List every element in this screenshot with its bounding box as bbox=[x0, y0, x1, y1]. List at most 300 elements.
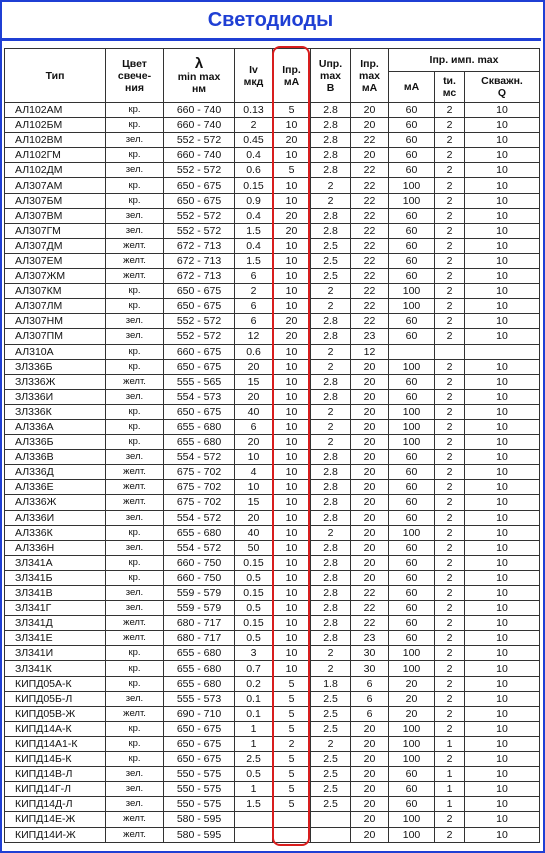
ipr-max-cell: 20 bbox=[351, 555, 389, 570]
pulse-current-cell bbox=[389, 344, 435, 359]
table-row bbox=[5, 767, 540, 782]
pulse-current-cell: 100 bbox=[389, 419, 435, 434]
pulse-duration-cell: 2 bbox=[435, 404, 465, 419]
iv-cell: 1 bbox=[235, 721, 273, 736]
type-cell: АЛ102ДМ bbox=[5, 163, 106, 178]
ipr-cell: 10 bbox=[273, 555, 311, 570]
pulse-current-cell: 60 bbox=[389, 767, 435, 782]
pulse-duration-cell: 2 bbox=[435, 601, 465, 616]
upr-max-cell: 2.8 bbox=[311, 601, 351, 616]
pulse-current-cell: 60 bbox=[389, 329, 435, 344]
ipr-max-cell: 22 bbox=[351, 314, 389, 329]
upr-max-cell: 2.8 bbox=[311, 389, 351, 404]
ipr-cell: 20 bbox=[273, 223, 311, 238]
upr-max-cell: 2.5 bbox=[311, 721, 351, 736]
iv-cell: 1.5 bbox=[235, 223, 273, 238]
duty-cycle-cell: 10 bbox=[465, 314, 540, 329]
header-iv: Iv мкд bbox=[235, 49, 273, 103]
duty-cycle-cell: 10 bbox=[465, 616, 540, 631]
color-cell: кр. bbox=[106, 646, 164, 661]
iv-cell: 0.4 bbox=[235, 148, 273, 163]
ipr-cell: 20 bbox=[273, 314, 311, 329]
ipr-max-cell: 23 bbox=[351, 631, 389, 646]
iv-cell: 6 bbox=[235, 314, 273, 329]
duty-cycle-cell: 10 bbox=[465, 525, 540, 540]
type-cell: КИПД05Б-Л bbox=[5, 691, 106, 706]
wavelength-cell: 655 - 680 bbox=[164, 676, 235, 691]
upr-max-cell: 2 bbox=[311, 344, 351, 359]
duty-cycle-cell: 10 bbox=[465, 586, 540, 601]
iv-cell: 0.15 bbox=[235, 586, 273, 601]
ipr-max-cell: 20 bbox=[351, 359, 389, 374]
wavelength-cell: 650 - 675 bbox=[164, 752, 235, 767]
upr-max-cell: 2.8 bbox=[311, 570, 351, 585]
duty-cycle-cell: 10 bbox=[465, 329, 540, 344]
color-cell: кр. bbox=[106, 118, 164, 133]
ipr-max-cell: 30 bbox=[351, 646, 389, 661]
header-ipr: Iпр. мА bbox=[273, 49, 311, 103]
lambda-symbol: λ bbox=[194, 54, 204, 72]
wavelength-cell: 655 - 680 bbox=[164, 661, 235, 676]
upr-max-cell: 2 bbox=[311, 646, 351, 661]
table-row bbox=[5, 299, 540, 314]
ipr-cell: 20 bbox=[273, 133, 311, 148]
ipr-cell: 5 bbox=[273, 163, 311, 178]
upr-max-cell: 2.5 bbox=[311, 269, 351, 284]
pulse-duration-cell: 2 bbox=[435, 103, 465, 118]
ipr-cell: 10 bbox=[273, 540, 311, 555]
duty-cycle-cell: 10 bbox=[465, 706, 540, 721]
duty-cycle-cell: 10 bbox=[465, 661, 540, 676]
iv-cell bbox=[235, 812, 273, 827]
pulse-current-cell: 60 bbox=[389, 163, 435, 178]
pulse-duration-cell: 2 bbox=[435, 223, 465, 238]
wavelength-cell: 554 - 572 bbox=[164, 540, 235, 555]
ipr-cell: 10 bbox=[273, 389, 311, 404]
pulse-duration-cell: 2 bbox=[435, 661, 465, 676]
duty-cycle-cell: 10 bbox=[465, 691, 540, 706]
type-cell: ЗЛ341Д bbox=[5, 616, 106, 631]
upr-max-cell: 2 bbox=[311, 419, 351, 434]
wavelength-cell: 552 - 572 bbox=[164, 223, 235, 238]
upr-max-cell: 2.8 bbox=[311, 631, 351, 646]
table-row bbox=[5, 163, 540, 178]
wavelength-cell: 550 - 575 bbox=[164, 767, 235, 782]
ipr-cell: 10 bbox=[273, 570, 311, 585]
wavelength-cell: 559 - 579 bbox=[164, 586, 235, 601]
ipr-cell: 10 bbox=[273, 435, 311, 450]
pulse-current-cell: 60 bbox=[389, 616, 435, 631]
upr-max-cell: 2.5 bbox=[311, 691, 351, 706]
type-cell: АЛ336В bbox=[5, 450, 106, 465]
color-cell: кр. bbox=[106, 193, 164, 208]
upr-max-cell bbox=[311, 827, 351, 842]
iv-cell: 1 bbox=[235, 736, 273, 751]
pulse-current-cell: 20 bbox=[389, 676, 435, 691]
ipr-cell: 5 bbox=[273, 752, 311, 767]
wavelength-cell: 650 - 675 bbox=[164, 359, 235, 374]
pulse-current-cell: 100 bbox=[389, 752, 435, 767]
header-pulse-current: мА bbox=[389, 72, 435, 103]
ipr-cell: 10 bbox=[273, 616, 311, 631]
wavelength-cell: 655 - 680 bbox=[164, 525, 235, 540]
ipr-cell: 10 bbox=[273, 450, 311, 465]
pulse-duration-cell: 1 bbox=[435, 736, 465, 751]
color-cell: кр. bbox=[106, 435, 164, 450]
upr-max-cell: 2.8 bbox=[311, 450, 351, 465]
table-row bbox=[5, 586, 540, 601]
pulse-duration-cell: 2 bbox=[435, 118, 465, 133]
pulse-current-cell: 60 bbox=[389, 450, 435, 465]
duty-cycle-cell: 10 bbox=[465, 163, 540, 178]
type-cell: ЗЛ341И bbox=[5, 646, 106, 661]
wavelength-cell: 690 - 710 bbox=[164, 706, 235, 721]
duty-cycle-cell: 10 bbox=[465, 752, 540, 767]
ipr-max-cell: 22 bbox=[351, 601, 389, 616]
pulse-current-cell: 60 bbox=[389, 148, 435, 163]
ipr-max-cell: 20 bbox=[351, 148, 389, 163]
type-cell: АЛ307ЛМ bbox=[5, 299, 106, 314]
pulse-duration-cell: 2 bbox=[435, 193, 465, 208]
table-row bbox=[5, 329, 540, 344]
type-cell: КИПД14А1-К bbox=[5, 736, 106, 751]
pulse-duration-cell: 2 bbox=[435, 721, 465, 736]
pulse-current-cell: 60 bbox=[389, 601, 435, 616]
type-cell: ЗЛ341Е bbox=[5, 631, 106, 646]
iv-cell: 0.13 bbox=[235, 103, 273, 118]
ipr-cell: 5 bbox=[273, 721, 311, 736]
wavelength-cell: 655 - 680 bbox=[164, 435, 235, 450]
wavelength-cell: 552 - 572 bbox=[164, 133, 235, 148]
upr-max-cell: 2 bbox=[311, 359, 351, 374]
iv-cell: 20 bbox=[235, 510, 273, 525]
ipr-max-cell: 20 bbox=[351, 721, 389, 736]
iv-cell: 0.1 bbox=[235, 691, 273, 706]
type-cell: АЛ102БМ bbox=[5, 118, 106, 133]
type-cell: КИПД14Б-К bbox=[5, 752, 106, 767]
table-row bbox=[5, 178, 540, 193]
ipr-max-cell: 20 bbox=[351, 435, 389, 450]
pulse-duration-cell: 1 bbox=[435, 797, 465, 812]
iv-cell: 40 bbox=[235, 525, 273, 540]
ipr-max-cell: 20 bbox=[351, 736, 389, 751]
upr-max-cell: 2 bbox=[311, 736, 351, 751]
ipr-cell: 10 bbox=[273, 284, 311, 299]
wavelength-cell: 580 - 595 bbox=[164, 812, 235, 827]
wavelength-cell: 550 - 575 bbox=[164, 797, 235, 812]
type-cell: АЛ336Ж bbox=[5, 495, 106, 510]
wavelength-cell: 680 - 717 bbox=[164, 616, 235, 631]
iv-cell: 20 bbox=[235, 389, 273, 404]
iv-cell: 4 bbox=[235, 465, 273, 480]
wavelength-cell: 554 - 572 bbox=[164, 450, 235, 465]
ipr-max-cell: 6 bbox=[351, 691, 389, 706]
color-cell: зел. bbox=[106, 540, 164, 555]
pulse-duration-cell: 2 bbox=[435, 238, 465, 253]
duty-cycle-cell: 10 bbox=[465, 404, 540, 419]
pulse-duration-cell: 2 bbox=[435, 646, 465, 661]
upr-max-cell: 2.8 bbox=[311, 495, 351, 510]
color-cell: зел. bbox=[106, 510, 164, 525]
pulse-duration-cell: 2 bbox=[435, 586, 465, 601]
ipr-cell: 20 bbox=[273, 208, 311, 223]
pulse-duration-cell: 2 bbox=[435, 510, 465, 525]
duty-cycle-cell: 10 bbox=[465, 359, 540, 374]
pulse-duration-cell: 2 bbox=[435, 631, 465, 646]
iv-cell: 6 bbox=[235, 269, 273, 284]
table-body bbox=[5, 103, 540, 843]
type-cell: АЛ336Д bbox=[5, 465, 106, 480]
duty-cycle-cell: 10 bbox=[465, 555, 540, 570]
type-cell: АЛ307ПМ bbox=[5, 329, 106, 344]
color-cell: желт. bbox=[106, 269, 164, 284]
pulse-duration-cell: 2 bbox=[435, 812, 465, 827]
duty-cycle-cell: 10 bbox=[465, 782, 540, 797]
pulse-duration-cell: 2 bbox=[435, 570, 465, 585]
ipr-max-cell: 20 bbox=[351, 374, 389, 389]
duty-cycle-cell: 10 bbox=[465, 570, 540, 585]
table-row bbox=[5, 223, 540, 238]
pulse-duration-cell: 2 bbox=[435, 299, 465, 314]
upr-max-cell: 2.8 bbox=[311, 103, 351, 118]
type-cell: АЛ336К bbox=[5, 525, 106, 540]
wavelength-cell: 554 - 573 bbox=[164, 389, 235, 404]
pulse-duration-cell: 2 bbox=[435, 178, 465, 193]
wavelength-cell: 552 - 572 bbox=[164, 208, 235, 223]
table-row bbox=[5, 812, 540, 827]
ipr-max-cell: 12 bbox=[351, 344, 389, 359]
type-cell: АЛ307КМ bbox=[5, 284, 106, 299]
duty-cycle-cell: 10 bbox=[465, 450, 540, 465]
table-row bbox=[5, 616, 540, 631]
header-ipr-max: Iпр. max мА bbox=[351, 49, 389, 103]
type-cell: КИПД14И-Ж bbox=[5, 827, 106, 842]
pulse-duration-cell: 2 bbox=[435, 374, 465, 389]
upr-max-cell: 2.8 bbox=[311, 314, 351, 329]
type-cell: АЛ307ГМ bbox=[5, 223, 106, 238]
color-cell: кр. bbox=[106, 284, 164, 299]
iv-cell: 10 bbox=[235, 450, 273, 465]
pulse-duration-cell: 2 bbox=[435, 208, 465, 223]
ipr-cell: 10 bbox=[273, 118, 311, 133]
duty-cycle-cell bbox=[465, 344, 540, 359]
upr-max-cell: 2 bbox=[311, 178, 351, 193]
duty-cycle-cell: 10 bbox=[465, 631, 540, 646]
color-cell: зел. bbox=[106, 782, 164, 797]
table-row bbox=[5, 721, 540, 736]
color-cell: желт. bbox=[106, 374, 164, 389]
upr-max-cell: 2 bbox=[311, 435, 351, 450]
color-cell: зел. bbox=[106, 314, 164, 329]
upr-max-cell: 2.5 bbox=[311, 752, 351, 767]
iv-cell: 0.15 bbox=[235, 555, 273, 570]
color-cell: желт. bbox=[106, 706, 164, 721]
table-row bbox=[5, 193, 540, 208]
ipr-cell: 10 bbox=[273, 495, 311, 510]
header-pulse-group: Iпр. имп. max bbox=[389, 49, 540, 72]
iv-cell: 0.15 bbox=[235, 616, 273, 631]
pulse-duration-cell bbox=[435, 344, 465, 359]
ipr-cell: 5 bbox=[273, 103, 311, 118]
pulse-current-cell: 60 bbox=[389, 118, 435, 133]
pulse-duration-cell: 2 bbox=[435, 691, 465, 706]
upr-max-cell: 2.8 bbox=[311, 540, 351, 555]
ipr-cell: 10 bbox=[273, 480, 311, 495]
color-cell: кр. bbox=[106, 359, 164, 374]
type-cell: КИПД05В-Ж bbox=[5, 706, 106, 721]
upr-max-cell: 2.8 bbox=[311, 223, 351, 238]
wavelength-cell: 672 - 713 bbox=[164, 253, 235, 268]
ipr-max-cell: 20 bbox=[351, 525, 389, 540]
iv-cell: 0.5 bbox=[235, 631, 273, 646]
duty-cycle-cell: 10 bbox=[465, 510, 540, 525]
iv-cell: 1 bbox=[235, 782, 273, 797]
type-cell: КИПД05А-К bbox=[5, 676, 106, 691]
pulse-current-cell: 60 bbox=[389, 133, 435, 148]
pulse-duration-cell: 2 bbox=[435, 495, 465, 510]
pulse-current-cell: 60 bbox=[389, 223, 435, 238]
type-cell: АЛ102ВМ bbox=[5, 133, 106, 148]
ipr-cell: 10 bbox=[273, 269, 311, 284]
upr-max-cell: 2.5 bbox=[311, 767, 351, 782]
pulse-current-cell: 100 bbox=[389, 359, 435, 374]
ipr-cell: 10 bbox=[273, 586, 311, 601]
upr-max-cell: 2.5 bbox=[311, 238, 351, 253]
pulse-current-cell: 60 bbox=[389, 540, 435, 555]
pulse-current-cell: 60 bbox=[389, 510, 435, 525]
table-row bbox=[5, 540, 540, 555]
color-cell: кр. bbox=[106, 736, 164, 751]
color-cell: кр. bbox=[106, 299, 164, 314]
color-cell: кр. bbox=[106, 148, 164, 163]
duty-cycle-cell: 10 bbox=[465, 736, 540, 751]
duty-cycle-cell: 10 bbox=[465, 812, 540, 827]
wavelength-cell: 660 - 750 bbox=[164, 555, 235, 570]
iv-cell: 1.5 bbox=[235, 797, 273, 812]
table-row bbox=[5, 691, 540, 706]
color-cell: кр. bbox=[106, 103, 164, 118]
ipr-max-cell: 22 bbox=[351, 586, 389, 601]
type-cell: АЛ336А bbox=[5, 419, 106, 434]
color-cell: кр. bbox=[106, 344, 164, 359]
color-cell: кр. bbox=[106, 721, 164, 736]
table-row bbox=[5, 344, 540, 359]
ipr-cell: 5 bbox=[273, 706, 311, 721]
pulse-current-cell: 20 bbox=[389, 706, 435, 721]
table-row bbox=[5, 646, 540, 661]
wavelength-cell: 675 - 702 bbox=[164, 465, 235, 480]
pulse-current-cell: 60 bbox=[389, 208, 435, 223]
duty-cycle-cell: 10 bbox=[465, 148, 540, 163]
iv-cell: 12 bbox=[235, 329, 273, 344]
upr-max-cell: 2 bbox=[311, 299, 351, 314]
type-cell: АЛ307ВМ bbox=[5, 208, 106, 223]
color-cell: зел. bbox=[106, 389, 164, 404]
table-row bbox=[5, 676, 540, 691]
iv-cell: 6 bbox=[235, 299, 273, 314]
wavelength-cell: 660 - 750 bbox=[164, 570, 235, 585]
iv-cell: 10 bbox=[235, 480, 273, 495]
type-cell: ЗЛ341В bbox=[5, 586, 106, 601]
ipr-max-cell: 20 bbox=[351, 540, 389, 555]
pulse-current-cell: 60 bbox=[389, 782, 435, 797]
iv-cell: 2.5 bbox=[235, 752, 273, 767]
pulse-duration-cell: 2 bbox=[435, 540, 465, 555]
color-cell: желт. bbox=[106, 827, 164, 842]
ipr-cell: 5 bbox=[273, 691, 311, 706]
header-color: Цвет свече- ния bbox=[106, 49, 164, 103]
duty-cycle-cell: 10 bbox=[465, 540, 540, 555]
iv-cell: 2 bbox=[235, 118, 273, 133]
pulse-duration-cell: 2 bbox=[435, 148, 465, 163]
pulse-duration-cell: 2 bbox=[435, 163, 465, 178]
pulse-duration-cell: 2 bbox=[435, 450, 465, 465]
ipr-cell: 10 bbox=[273, 193, 311, 208]
type-cell: ЗЛ341А bbox=[5, 555, 106, 570]
ipr-cell: 10 bbox=[273, 404, 311, 419]
iv-cell: 15 bbox=[235, 374, 273, 389]
ipr-cell: 10 bbox=[273, 178, 311, 193]
color-cell: кр. bbox=[106, 752, 164, 767]
ipr-max-cell: 20 bbox=[351, 510, 389, 525]
color-cell: зел. bbox=[106, 691, 164, 706]
iv-cell: 50 bbox=[235, 540, 273, 555]
iv-cell: 0.5 bbox=[235, 601, 273, 616]
ipr-max-cell: 22 bbox=[351, 299, 389, 314]
upr-max-cell: 1.8 bbox=[311, 676, 351, 691]
type-cell: КИПД14А-К bbox=[5, 721, 106, 736]
pulse-current-cell: 100 bbox=[389, 525, 435, 540]
color-cell: кр. bbox=[106, 661, 164, 676]
upr-max-cell: 2 bbox=[311, 661, 351, 676]
header-wavelength bbox=[164, 49, 235, 103]
ipr-max-cell: 30 bbox=[351, 661, 389, 676]
pulse-current-cell: 100 bbox=[389, 404, 435, 419]
table-row bbox=[5, 359, 540, 374]
table-row bbox=[5, 314, 540, 329]
ipr-max-cell: 20 bbox=[351, 797, 389, 812]
iv-cell: 0.2 bbox=[235, 676, 273, 691]
color-cell: зел. bbox=[106, 163, 164, 178]
type-cell: КИПД14Е-Ж bbox=[5, 812, 106, 827]
ipr-max-cell: 20 bbox=[351, 389, 389, 404]
wavelength-cell: 660 - 740 bbox=[164, 103, 235, 118]
table-row bbox=[5, 555, 540, 570]
table-row bbox=[5, 253, 540, 268]
ipr-cell bbox=[273, 827, 311, 842]
duty-cycle-cell: 10 bbox=[465, 767, 540, 782]
color-cell: зел. bbox=[106, 601, 164, 616]
table-row bbox=[5, 404, 540, 419]
ipr-cell: 10 bbox=[273, 419, 311, 434]
led-spec-table bbox=[4, 48, 540, 843]
ipr-cell: 10 bbox=[273, 299, 311, 314]
duty-cycle-cell: 10 bbox=[465, 208, 540, 223]
pulse-duration-cell: 2 bbox=[435, 329, 465, 344]
duty-cycle-cell: 10 bbox=[465, 721, 540, 736]
duty-cycle-cell: 10 bbox=[465, 269, 540, 284]
ipr-max-cell: 20 bbox=[351, 465, 389, 480]
wavelength-cell: 675 - 702 bbox=[164, 495, 235, 510]
pulse-duration-cell: 2 bbox=[435, 480, 465, 495]
ipr-max-cell: 22 bbox=[351, 253, 389, 268]
type-cell: АЛ102ГМ bbox=[5, 148, 106, 163]
ipr-max-cell: 22 bbox=[351, 178, 389, 193]
color-cell: желт. bbox=[106, 253, 164, 268]
table-row bbox=[5, 782, 540, 797]
upr-max-cell: 2.8 bbox=[311, 148, 351, 163]
pulse-current-cell: 100 bbox=[389, 435, 435, 450]
